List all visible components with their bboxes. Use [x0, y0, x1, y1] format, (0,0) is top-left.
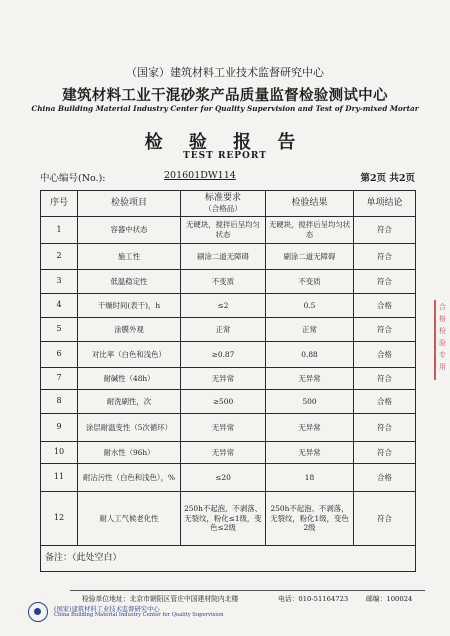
header-requirement-sub: （合格品）: [204, 204, 242, 214]
table-row: [41, 318, 416, 342]
footer-divider: [70, 590, 425, 591]
row-result: 刷涂二道无障碍: [266, 244, 354, 270]
footer-postcode: 邮编：100024: [366, 595, 413, 603]
table-row: [41, 442, 416, 464]
row-requirement: 无硬块，搅拌后呈均匀状态: [181, 217, 266, 244]
table-row: [41, 342, 416, 368]
row-result: 0.88: [266, 342, 354, 368]
remark-row: [41, 546, 416, 572]
stamp-char: 格: [439, 315, 446, 323]
row-no: 12: [41, 492, 78, 546]
row-conclusion: 符合: [354, 442, 416, 464]
row-conclusion: 符合: [354, 414, 416, 442]
row-result: 无异常: [266, 414, 354, 442]
row-result: 无异常: [266, 442, 354, 464]
results-table: [40, 190, 416, 572]
header-requirement-main: 标准要求: [204, 192, 241, 203]
row-result: 正常: [266, 318, 354, 342]
row-item: 干燥时间(表干)，h: [78, 294, 181, 318]
row-item: 容器中状态: [78, 217, 181, 244]
header-no: 序号: [41, 191, 78, 217]
stamp-char: 检: [439, 327, 446, 335]
row-conclusion: 符合: [354, 244, 416, 270]
row-no: 8: [41, 390, 78, 414]
institute-name: （国家）建筑材料工业技术监督研究中心: [126, 66, 324, 79]
row-item: 耐碱性（48h）: [78, 368, 181, 390]
table-row: [41, 294, 416, 318]
table-row: [41, 368, 416, 390]
table-row: [41, 244, 416, 270]
row-requirement: 无异常: [181, 368, 266, 390]
center-logo-icon: [28, 602, 48, 622]
row-requirement: 刷涂二道无障碍: [181, 244, 266, 270]
footer-org-name: (国家)建筑材料工业技术监督研究中心: [54, 606, 160, 613]
row-result: 0.5: [266, 294, 354, 318]
row-conclusion: 合格: [354, 294, 416, 318]
row-conclusion: 符合: [354, 368, 416, 390]
table-row: [41, 390, 416, 414]
row-requirement: ≤2: [181, 294, 266, 318]
row-no: 10: [41, 442, 78, 464]
stamp-char: 用: [439, 363, 446, 371]
row-requirement: 不变质: [181, 270, 266, 294]
row-item: 耐水性（96h）: [78, 442, 181, 464]
table-row: [41, 217, 416, 244]
row-no: 7: [41, 368, 78, 390]
row-requirement: ≤20: [181, 464, 266, 492]
row-item: 涂膜外观: [78, 318, 181, 342]
row-requirement: 250h不起泡、不剥落、无裂纹，粉化≤1级，变色≤2级: [181, 492, 266, 546]
row-item: 耐洗刷性，次: [78, 390, 181, 414]
row-result: 18: [266, 464, 354, 492]
row-item: 涂层耐温变性（5次循环）: [78, 414, 181, 442]
row-conclusion: 符合: [354, 492, 416, 546]
footer-org-name-english: China Building Material Industry Center for Quality Supervision: [54, 612, 224, 618]
center-no: 201601DW114: [164, 170, 236, 181]
report-subtitle: TEST REPORT: [183, 151, 267, 161]
table-row: [41, 464, 416, 492]
footer-telephone: 电话：010-51164723: [278, 595, 349, 603]
row-no: 2: [41, 244, 78, 270]
row-conclusion: 符合: [354, 318, 416, 342]
row-item: 耐人工气候老化性: [78, 492, 181, 546]
center-name-english: China Building Material Industry Center for Quality Supervision and Test of Dry-mixed Mortar: [31, 104, 419, 113]
row-requirement: 无异常: [181, 414, 266, 442]
table-row: [41, 492, 416, 546]
report-title: 检 验 报 告: [144, 132, 306, 153]
row-result: 不变质: [266, 270, 354, 294]
header-conclusion: 单项结论: [354, 191, 416, 217]
row-requirement: 无异常: [181, 442, 266, 464]
row-conclusion: 符合: [354, 270, 416, 294]
header-result: 检验结果: [266, 191, 354, 217]
row-no: 6: [41, 342, 78, 368]
row-no: 1: [41, 217, 78, 244]
stamp-char: 专: [439, 351, 446, 359]
report-footer: [0, 590, 450, 630]
stamp-char: 合: [439, 303, 446, 311]
footer-address: 检验单位地址：北京市朝阳区管庄中国建材院内北楼: [82, 595, 239, 603]
row-requirement: ≥0.87: [181, 342, 266, 368]
inspection-stamp: [434, 300, 450, 380]
center-no-label: 中心编号(No.):: [40, 173, 106, 184]
row-no: 11: [41, 464, 78, 492]
row-conclusion: 合格: [354, 390, 416, 414]
row-requirement: ≥500: [181, 390, 266, 414]
header-item: 检验项目: [78, 191, 181, 217]
row-result: 无硬块，搅拌后呈均匀状态: [266, 217, 354, 244]
center-name: 建筑材料工业干混砂浆产品质量监督检验测试中心: [62, 87, 388, 104]
table-row: [41, 270, 416, 294]
row-no: 3: [41, 270, 78, 294]
row-no: 5: [41, 318, 78, 342]
report-meta: [40, 170, 415, 184]
header-requirement: [181, 191, 266, 217]
row-item: 施工性: [78, 244, 181, 270]
row-requirement: 正常: [181, 318, 266, 342]
row-conclusion: 合格: [354, 464, 416, 492]
table-header-row: [41, 191, 416, 217]
row-result: 250h不起泡、不剥落，无裂纹，粉化1级，变色2级: [266, 492, 354, 546]
row-result: 500: [266, 390, 354, 414]
remark: 备注：（此处空白）: [41, 546, 416, 572]
row-item: 对比率（白色和浅色）: [78, 342, 181, 368]
row-result: 无异常: [266, 368, 354, 390]
row-conclusion: 合格: [354, 342, 416, 368]
stamp-char: 验: [439, 339, 446, 347]
row-item: 低温稳定性: [78, 270, 181, 294]
row-no: 9: [41, 414, 78, 442]
page-number: 第2页 共2页: [360, 173, 415, 184]
row-conclusion: 符合: [354, 217, 416, 244]
row-item: 耐沾污性（白色和浅色），%: [78, 464, 181, 492]
row-no: 4: [41, 294, 78, 318]
table-row: [41, 414, 416, 442]
